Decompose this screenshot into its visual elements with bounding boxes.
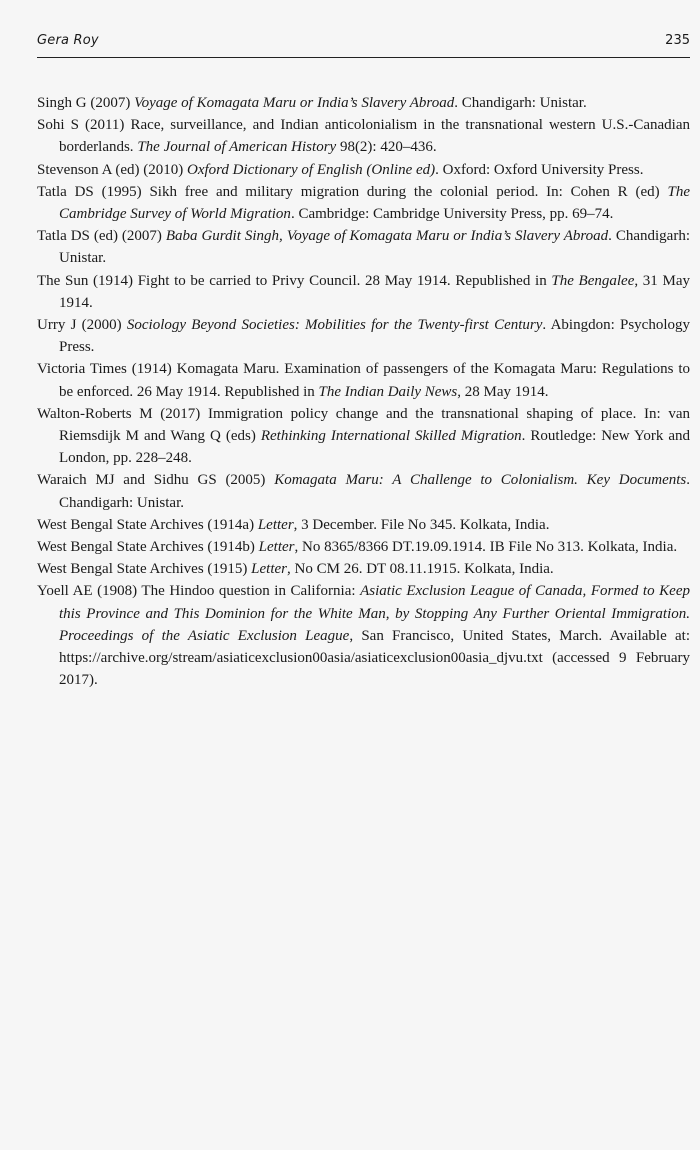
reference-title: The Indian Daily News (318, 383, 458, 400)
reference-title: The Cambridge Survey of World Migration (59, 183, 690, 223)
reference-tail: . Oxford: Oxford University Press. (435, 161, 644, 178)
reference-title: Baba Gurdit Singh, Voyage of Komagata Maru or India’s Slavery Abroad (165, 228, 609, 245)
reference-lead: Tatla DS (ed) (2007) (37, 228, 166, 245)
reference-tail: . Routledge: New York and London, pp. 228–248. (59, 428, 691, 467)
reference-tail: , No CM 26. DT 08.11.1915. Kolkata, India. (287, 561, 554, 578)
reference-item (37, 358, 690, 402)
reference-lead: Waraich MJ and Sidhu GS (2005) (37, 472, 275, 489)
reference-item (37, 469, 690, 513)
reference-lead: West Bengal State Archives (1914b) (37, 539, 259, 556)
reference-item (37, 159, 690, 181)
reference-title: The Journal of American History (137, 139, 337, 156)
reference-tail: . Abingdon: Psychology Press. (59, 317, 690, 356)
reference-lead: West Bengal State Archives (1914a) (37, 516, 258, 533)
reference-item (37, 114, 690, 158)
reference-item (37, 270, 690, 314)
reference-lead: Walton-Roberts M (2017) Immigration policy change and the transnational shaping of place. In: van Riemsdijk M and Wang Q (eds) (37, 405, 690, 445)
reference-title: Oxford Dictionary of English (Online ed) (186, 161, 436, 178)
reference-tail: . Cambridge: Cambridge University Press, pp. 69–74. (290, 206, 614, 223)
reference-title: Letter (251, 561, 288, 578)
reference-tail: . Chandigarh: Unistar. (59, 228, 690, 267)
reference-tail: , No 8365/8366 DT.19.09.1914. IB File No 313. Kolkata, India. (294, 539, 678, 556)
reference-item (37, 92, 690, 114)
reference-title: Rethinking International Skilled Migration (260, 428, 522, 445)
reference-tail: , 31 May 1914. (59, 272, 690, 311)
reference-item (37, 314, 690, 358)
reference-lead: Victoria Times (1914) Komagata Maru. Examination of passengers of the Komagata Maru: Regulations to be enforced. 26 May 1914. Republished in (37, 361, 690, 400)
running-head: Gera Roy (37, 33, 99, 48)
reference-title: Komagata Maru: A Challenge to Colonialism. Key Documents (274, 472, 687, 489)
reference-item (37, 403, 690, 470)
reference-lead: The Sun (1914) Fight to be carried to Privy Council. 28 May 1914. Republished in (37, 272, 552, 289)
reference-tail: . Chandigarh: Unistar. (59, 472, 690, 511)
reference-title: Voyage of Komagata Maru or India’s Slavery Abroad (134, 95, 455, 111)
reference-tail: , 3 December. File No 345. Kolkata, India. (293, 516, 550, 533)
reference-lead: Stevenson A (ed) (2010) (37, 161, 187, 178)
reference-item (37, 536, 690, 558)
reference-lead: Yoell AE (1908) The Hindoo question in California: (37, 583, 361, 600)
reference-tail: , San Francisco, United States, March. Available at: https://archive.org/stream/asiaticexclusion00asia/asiaticexclusion00asia_djvu.txt (accessed 9 February 2017). (59, 627, 690, 689)
reference-title: Letter (258, 539, 295, 556)
reference-item (37, 514, 690, 536)
page-number: 235 (665, 33, 690, 48)
reference-item (37, 580, 690, 691)
reference-title: Asiatic Exclusion League of Canada, Formed to Keep this Province and This Dominion for the White Man, by Stopping Any Further Oriental Immigration. Proceedings of the Asiatic Exclusion League (59, 583, 690, 644)
reference-list (37, 92, 690, 691)
reference-tail: 98(2): 420–436. (336, 139, 437, 156)
reference-lead: Singh G (2007) (37, 95, 135, 111)
reference-title: Letter (257, 516, 294, 533)
page-header (37, 33, 690, 58)
reference-lead: West Bengal State Archives (1915) (37, 561, 252, 578)
reference-lead: Sohi S (2011) Race, surveillance, and Indian anticolonialism in the transnational western U.S.-Canadian borderlands. (37, 117, 690, 156)
reference-lead: Urry J (2000) (37, 317, 127, 334)
reference-title: The Bengalee (551, 272, 635, 289)
reference-lead: Tatla DS (1995) Sikh free and military migration during the colonial period. In: Cohen R (ed) (37, 183, 668, 200)
reference-title: Sociology Beyond Societies: Mobilities for the Twenty-first Century (126, 317, 543, 334)
reference-tail: , 28 May 1914. (457, 383, 549, 400)
reference-item (37, 558, 690, 580)
reference-tail: . Chandigarh: Unistar. (454, 95, 587, 111)
reference-item (37, 225, 690, 269)
reference-item (37, 181, 690, 225)
